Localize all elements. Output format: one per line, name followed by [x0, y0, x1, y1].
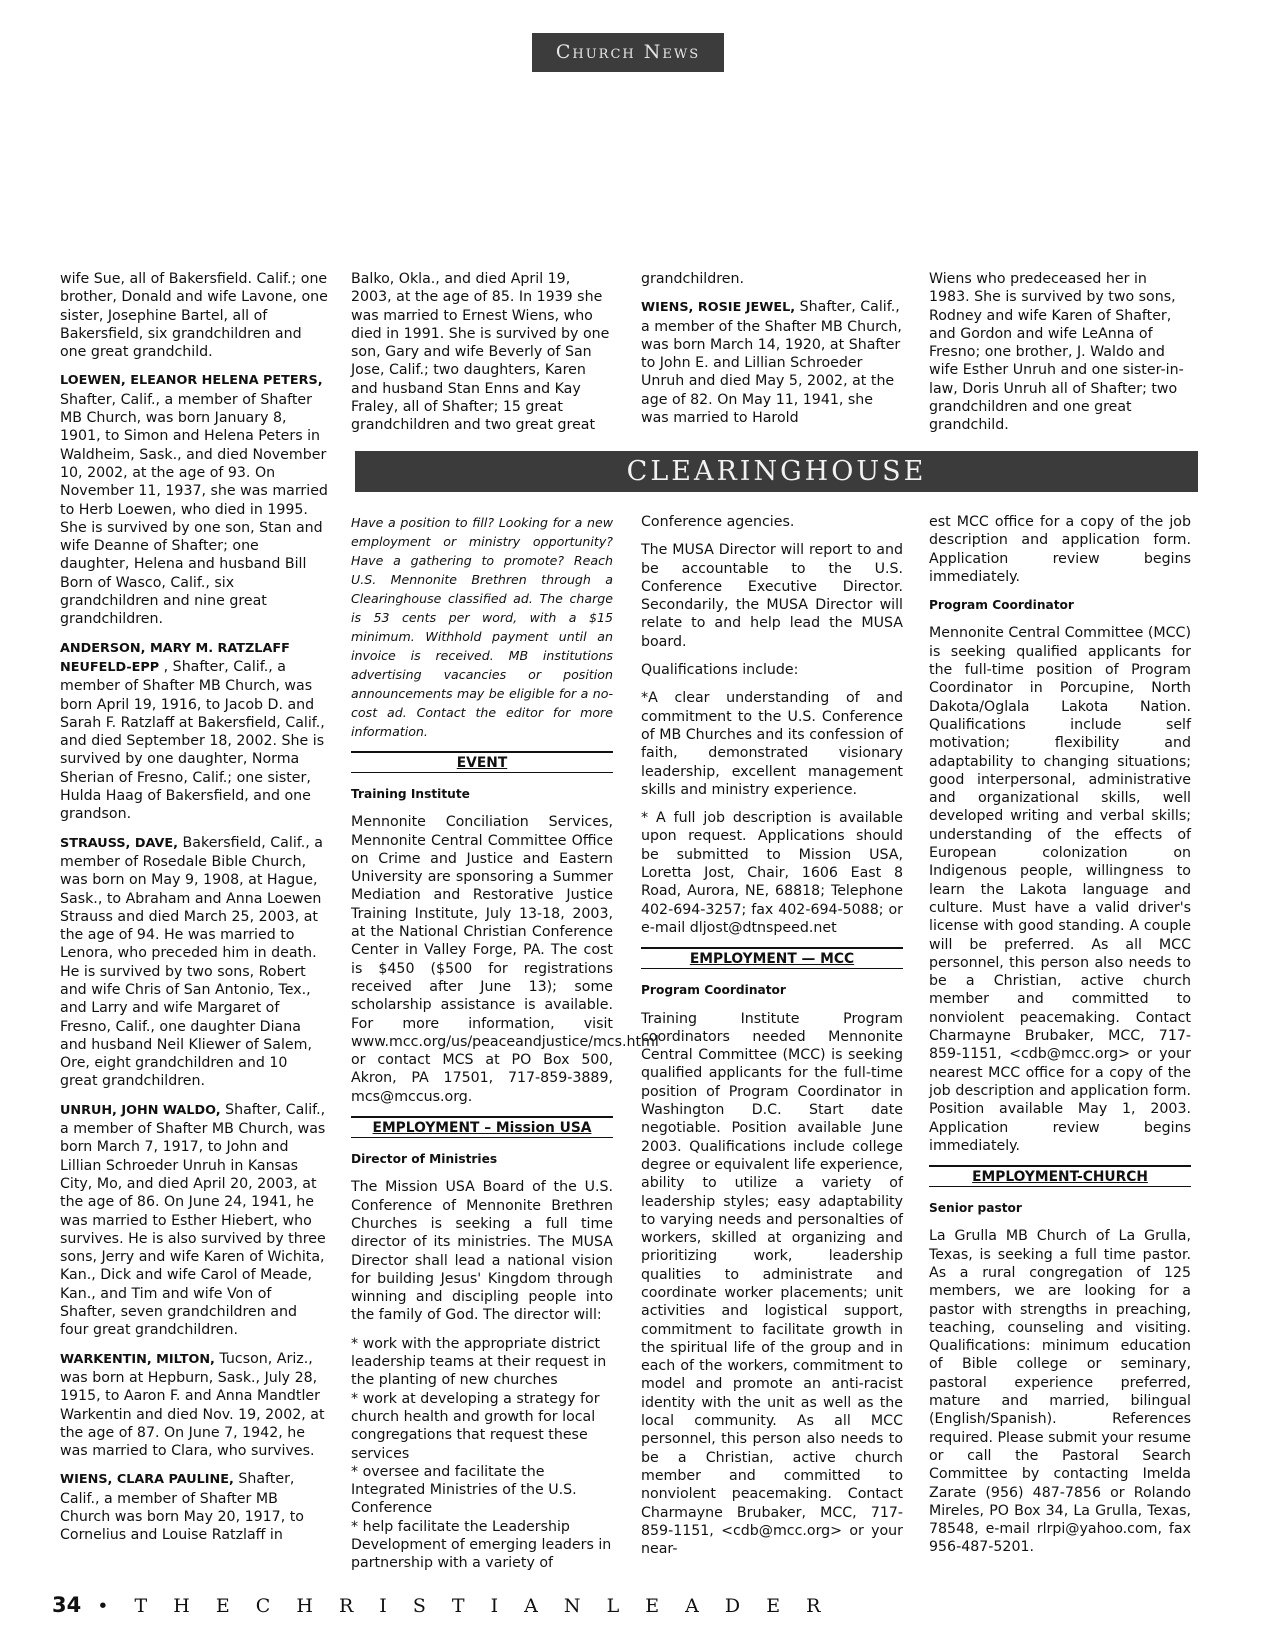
- subheading-senior-pastor: Senior pastor: [929, 1201, 1022, 1216]
- obituary-name: WIENS, CLARA PAULINE,: [60, 1472, 234, 1488]
- event-text: Mennonite Conciliation Services, Mennonite Central Committee Office on Crime and Justice and Eastern University are sponsoring a Summer Mediation and Restorative Justice Training Institute, July 13-18, 2003, at the National Christian Conference Center in Valley Forge, PA. The cost is $450 ($500 for registrations received after June 13); some scholarship assistance is available. For more information, visit www.mcc.org/us/peaceandjustice/mcs.html or contact MCS at PO Box 500, Akron, PA 17501, 717-859-3889, mcs@mccus.org.: [351, 814, 659, 1105]
- obituary-entry: Wiens who predeceased her in 1983. She is survived by two sons, Rodney and wife Karen of Shafter, and Gordon and wife LeAnna of Fresno; one brother, J. Waldo and wife Esther Unruh and one sister-in-law, Doris Unruh all of Shafter; two grandchildren and one great grandchild.: [929, 271, 1184, 434]
- list-item: * work with the appropriate district leadership teams at their request in the planting of new churches: [351, 1335, 607, 1389]
- mission-usa-reporting: The MUSA Director will report to and be accountable to the U.S. Conference Executive Director. Secondarily, the MUSA Director will relate to and help lead the MUSA board.: [641, 542, 903, 650]
- church-text: La Grulla MB Church of La Grulla, Texas, is seeking a full time pastor. As a rural congregation of 125 members, we are looking for a pastor with strengths in preaching, teaching, counseling and visiting. Qualifications: minimum education of Bible college or seminary, pastoral experience preferred, mature and married, bilingual (English/Spanish). References required. Please submit your resume or call the Pastoral Search Committee by contacting Imelda Zarate (956) 487-7856 or Rolando Mireles, PO Box 34, La Grulla, Texas, 78548, e-mail rlrpi@yahoo.com, fax 956-487-5201.: [929, 1228, 1191, 1556]
- page-footer: [52, 1593, 830, 1617]
- list-item: * help facilitate the Leadership Development of emerging leaders in partnership with a variety of: [351, 1518, 612, 1572]
- obituary-name: WIENS, ROSIE JEWEL,: [641, 300, 796, 316]
- obituary-entry: UNRUH, JOHN WALDO, Shafter, Calif., a member of Shafter MB Church, was born March 7, 1917, to John and Lillian Schroeder Unruh in Kansas City, Mo, and died April 20, 2003, at the age of 86. On June 24, 1941, he was married to Esther Hiebert, who survives. He is also survived by three sons, Jerry and wife Karen of Wichita, Kan., Dick and wife Carol of Meade, Kan., and Tim and wife Von of Shafter, seven grandchildren and four great grandchildren.: [60, 1101, 326, 1339]
- obituary-column-1: [60, 270, 328, 1555]
- obituary-name: LOEWEN, ELEANOR HELENA PETERS,: [60, 373, 323, 389]
- obituary-entry: STRAUSS, DAVE, Bakersfield, Calif., a member of Rosedale Bible Church, was born on May 9, 1908, at Hague, Sask., to Abraham and Anna Loewen Strauss and died March 25, 2003, at the age of 94. He was married to Lenora, who preceded him in death. He is survived by two sons, Robert and wife Chris of San Antonio, Tex., and Larry and wife Margaret of Fresno, Calif., one daughter Diana and husband Neil Kliewer of Salem, Ore, eight grandchildren and 10 great grandchildren.: [60, 834, 323, 1090]
- obituary-name: WARKENTIN, MILTON,: [60, 1351, 215, 1367]
- clearinghouse-banner: CLEARINGHOUSE: [355, 451, 1198, 492]
- subheading-director-of-ministries: Director of Ministries: [351, 1152, 498, 1167]
- obituary-entry: WIENS, CLARA PAULINE, Shafter, Calif., a member of Shafter MB Church was born May 20, 1917, to Cornelius and Louise Ratzlaff in: [60, 1471, 304, 1544]
- obituary-name: ANDERSON, MARY M. RATZLAFF NEUFELD-EPP: [60, 640, 290, 675]
- obituary-name: UNRUH, JOHN WALDO,: [60, 1102, 221, 1118]
- mission-usa-application: * A full job description is available upon request. Applications should be submitted to Mission USA, Loretta Jost, Chair, 1606 East 8 Road, Aurora, NE, 68818; Telephone 402-694-3257; fax 402-694-5088; or e-mail dljost@dtnspeed.net: [641, 810, 903, 936]
- obituary-name: STRAUSS, DAVE,: [60, 835, 179, 851]
- clearinghouse-column-2: [351, 513, 659, 1583]
- obituary-column-2: [351, 270, 613, 445]
- mcc-dc-text-continued: est MCC office for a copy of the job description and application form. Application review begins immediately.: [929, 514, 1191, 585]
- section-heading-event: EVENT: [351, 751, 613, 773]
- clearinghouse-intro: Have a position to fill? Looking for a new employment or ministry opportunity? Have a gathering to promote? Reach U.S. Mennonite Brethren through a Clearinghouse classified ad. The charge is 53 cents per word, with a $15 minimum. Withhold payment until an invoice is received. MB institutions advertising vacancies or position announcements may be eligible for a no-cost ad. Contact the editor for more information.: [351, 515, 613, 739]
- mission-usa-intro: The Mission USA Board of the U.S. Conference of Mennonite Brethren Churches is seeking a full time director of its ministries. The MUSA Director shall lead a national vision for building Jesus' Kingdom through winning and discipling people into the family of God. The director will:: [351, 1179, 613, 1324]
- duties-list: [351, 1335, 613, 1573]
- obituary-entry: WIENS, ROSIE JEWEL, Shafter, Calif., a member of the Shafter MB Church, was born March 14, 1920, at Shafter to John E. and Lillian Schroeder Unruh and died May 5, 2002, at the age of 82. On May 11, 1941, she was married to Harold: [641, 299, 902, 427]
- mission-usa-qualifications-label: Qualifications include:: [641, 662, 799, 679]
- section-heading-mission-usa: EMPLOYMENT – Mission USA: [351, 1116, 613, 1138]
- mcc-dc-text: Training Institute Program coordinators needed Mennonite Central Committee (MCC) is seeking qualified applicants for the full-time position of Program Coordinator in Washington D.C. Start date negotiable. Position available June 2003. Qualifications include college degree or equivalent life experience, ability to utilize a variety of leadership styles; easy adaptability to varying needs and personalties of workers, skilled at organizing and prioritizing work, leadership qualities to administrate and coordinate worker placements; unit activities and logistical support, commitment to facilitate growth in the spiritual life of the group and in each of the workers, commitment to model and promote an anti-racist identity with the unit as well as the local community. As all MCC personnel, this person also needs to be a Christian, active church member and committed to nonviolent peacemaking. Contact Charmayne Brubaker, MCC, 717-859-1151, <cdb@mcc.org> or your near-: [641, 1010, 904, 1558]
- subheading-program-coordinator: Program Coordinator: [929, 598, 1074, 613]
- footer-separator: •: [97, 1595, 119, 1617]
- page-number: 34: [52, 1593, 82, 1617]
- section-heading-employment-church: EMPLOYMENT-CHURCH: [929, 1165, 1191, 1187]
- mcc-lakota-text: Mennonite Central Committee (MCC) is seeking qualified applicants for the full-time position of Program Coordinator in Porcupine, North Dakota/Oglala Lakota Nation. Qualifications include self motivation; flexibility and adaptability to changing situations; good interpersonal, administrative and organizational skills, well developed writing and verbal skills; understanding of the effects of European colonization on Indigenous people, willingness to learn the Lakota language and culture. Must have a valid driver's license with good standing. A couple will be preferred. As all MCC personnel, this person also needs to be a Christian, active church member and committed to nonviolent peacemaking. Contact Charmayne Brubaker, MCC, 717-859-1151, <cdb@mcc.org> or your nearest MCC office for a copy of the job description and application form. Position available May 1, 2003. Application review begins immediately.: [929, 625, 1191, 1154]
- subheading-program-coordinator: Program Coordinator: [641, 983, 786, 998]
- publication-name: T H E C H R I S T I A N L E A D E R: [134, 1595, 831, 1617]
- list-item: * oversee and facilitate the Integrated Ministries of the U.S. Conference: [351, 1463, 577, 1517]
- obituary-entry: WARKENTIN, MILTON, Tucson, Ariz., was born at Hepburn, Sask., July 28, 1915, to Aaron F. and Anna Mandtler Warkentin and died Nov. 19, 2002, at the age of 87. On June 7, 1942, he was married to Clara, who survives.: [60, 1350, 325, 1460]
- obituary-entry: ANDERSON, MARY M. RATZLAFF NEUFELD-EPP , Shafter, Calif., a member of Shafter MB Church, was born April 19, 1916, to Jacob D. and Sarah F. Ratzlaff at Bakersfield, Calif., and died September 18, 2002. She is survived by one daughter, Norma Sherian of Fresno, Calif.; one sister, Hulda Haag of Bakersfield, and one grandson.: [60, 640, 325, 823]
- section-heading-mcc: EMPLOYMENT — MCC: [641, 947, 903, 969]
- obituary-entry: grandchildren.: [641, 271, 744, 287]
- mission-usa-continued: Conference agencies.: [641, 514, 795, 530]
- obituary-entry: Balko, Okla., and died April 19, 2003, at the age of 85. In 1939 she was married to Ernest Wiens, who died in 1991. She is survived by one son, Gary and wife Beverly of San Jose, Calif.; two daughters, Karen and husband Stan Enns and Kay Fraley, all of Shafter; 15 great grandchildren and two great great: [351, 271, 610, 434]
- obituary-column-3: [641, 270, 903, 437]
- section-header: Church News: [532, 33, 724, 72]
- clearinghouse-column-4: [929, 513, 1191, 1567]
- mission-usa-qualifications: *A clear understanding of and commitment to the U.S. Conference of MB Churches and its confession of faith, demonstrated visionary leadership, excellent management skills and ministry experience.: [641, 690, 903, 798]
- obituary-entry: wife Sue, all of Bakersfield. Calif.; one brother, Donald and wife Lavone, one sister, Josephine Bartel, all of Bakersfield, six grandchildren and one great grandchild.: [60, 271, 328, 361]
- obituary-entry: LOEWEN, ELEANOR HELENA PETERS, Shafter, Calif., a member of Shafter MB Church, was born January 8, 1901, to Simon and Helena Peters in Waldheim, Sask., and died November 10, 2002, at the age of 93. On November 11, 1937, she was married to Herb Loewen, who died in 1995. She is survived by one son, Stan and wife Deanne of Shafter; one daughter, Helena and husband Bill Born of Wasco, Calif., six grandchildren and nine great grandchildren.: [60, 373, 328, 628]
- subheading-training-institute: Training Institute: [351, 787, 470, 801]
- list-item: * work at developing a strategy for church health and growth for local congregations that request these services: [351, 1390, 600, 1462]
- clearinghouse-column-3: [641, 513, 903, 1568]
- obituary-column-4: [929, 270, 1191, 445]
